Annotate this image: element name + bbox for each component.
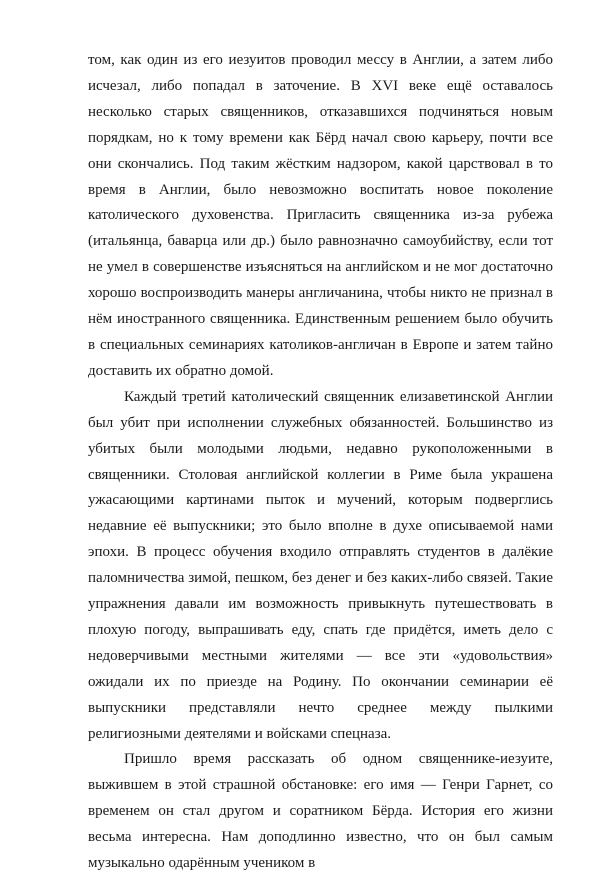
paragraph-priests-killed: Каждый третий католический священник елизаветинской Англии был убит при исполнении служебных обязанностей. Большинство из убитых были молодыми людьми, недавно рукоположенными в священники. Столовая английской коллегии в Риме была украшена ужасающими картинами пыток и мучений, которым подверглись недавние её выпускники; это было вполне в духе описываемой нами эпохи. В процесс обучения входило отправлять студентов в далёкие паломничества зимой, пешком, без денег и без каких-либо связей. Такие упражнения давали им возможность привыкнуть путешествовать в плохую погоду, выпрашивать еду, спать где придётся, иметь дело с недоверчивыми местными жителями — все эти «удовольствия» ожидали их по приезде на Родину. По окончании семинарии её выпускники представляли нечто среднее между пылкими религиозными деятелями и войсками спецназа. — [88, 388, 553, 742]
body-text — [88, 48, 553, 877]
paragraph-henry-garnet: Пришло время рассказать об одном священнике-иезуите, выжившем в этой страшной обстановке: его имя — Генри Гарнет, со временем он стал другом и соратником Бёрда. История его жизни весьма интересна. Нам доподлинно известно, что он был самым музыкально одарённым учеником в — [88, 751, 553, 872]
paragraph-continuation: том, как один из его иезуитов проводил мессу в Англии, а затем либо исчезал, либо попадал в заточение. В XVI веке ещё оставалось несколько старых священников, отказавшихся подчиняться новым порядкам, но к тому времени как Бёрд начал свою карьеру, почти все они скончались. Под таким жёстким надзором, какой царствовал в то время в Англии, было невозможно воспитать новое поколение католического духовенства. Пригласить священника из-за рубежа (итальянца, баварца или др.) было равнозначно самоубийству, если тот не умел в совершенстве изъясняться на английском и не мог достаточно хорошо воспроизводить манеры англичанина, чтобы никто не признал в нём иностранного священника. Единственным решением было обучить в специальных семинариях католиков-англичан в Европе и затем тайно доставить их обратно домой. — [88, 52, 553, 379]
